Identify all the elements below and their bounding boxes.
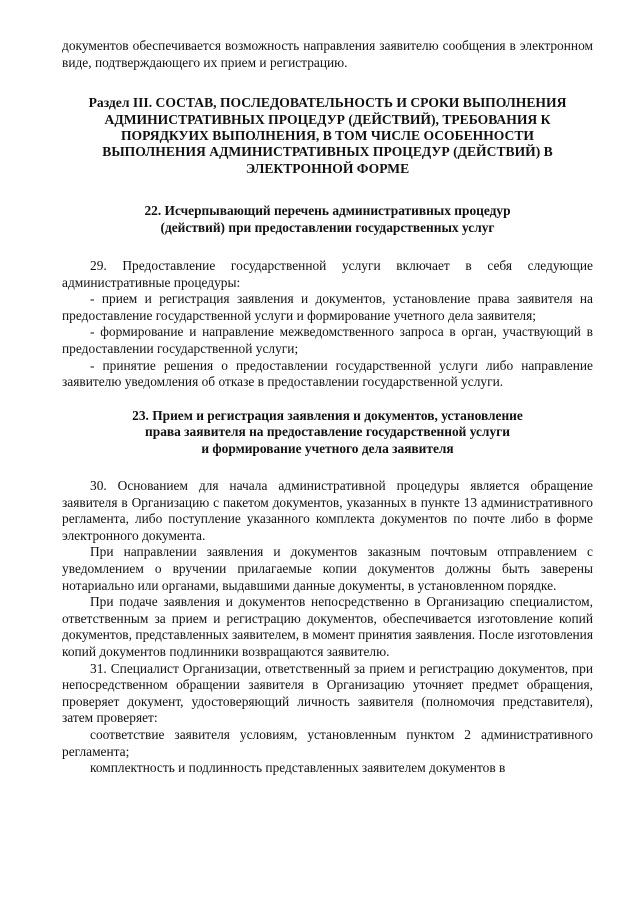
- subsection-heading-line: и формирование учетного дела заявителя: [201, 440, 454, 456]
- paragraph-postal-submission: При направлении заявления и документов заказным почтовым отправлением с уведомлением о вручении прилагаемые копии документов должны быть заверены нотариально или органами, выдавшими данные документы, в установленном порядке.: [62, 544, 593, 593]
- section-heading-line: ПОРЯДКУИХ ВЫПОЛНЕНИЯ, В ТОМ ЧИСЛЕ ОСОБЕННОСТИ: [120, 128, 534, 143]
- subsection-22-body: [62, 258, 593, 391]
- check-item-compliance: соответствие заявителя условиям, установленным пунктом 2 административного регламента;: [62, 726, 593, 759]
- subsection-heading-22: [62, 203, 593, 236]
- intro-paragraph: документов обеспечивается возможность направления заявителю сообщения в электронном виде, подтверждающего их прием и регистрацию.: [62, 38, 593, 70]
- list-item-reception: - прием и регистрация заявления и документов, установление права заявителя на предоставление государственной услуги и формирование учетного дела заявителя;: [62, 291, 593, 323]
- subsection-23-body: [62, 478, 593, 777]
- paragraph-direct-submission: При подаче заявления и документов непосредственно в Организацию специалистом, ответственным за прием и регистрацию документов, обеспечивается изготовление копий документов, представленных заявителем, в момент принятия заявления. После изготовления копий документов подлинники возвращаются заявителю.: [62, 594, 593, 659]
- section-heading-line: АДМИНИСТРАТИВНЫХ ПРОЦЕДУР (ДЕЙСТВИЙ), ТРЕБОВАНИЯ К: [104, 111, 551, 127]
- subsection-heading-line: 22. Исчерпывающий перечень административных процедур: [144, 203, 511, 219]
- paragraph-31: 31. Специалист Организации, ответственный за прием и регистрацию документов, при непосредственном обращении заявителя в Организацию уточняет предмет обращения, проверяет документ, удостоверяющий личность заявителя (полномочия представителя), затем проверяет:: [62, 660, 593, 726]
- list-item-interagency-request: - формирование и направление межведомственного запроса в орган, участвующий в предоставлении государственной услуги;: [62, 324, 593, 356]
- list-item-decision: - принятие решения о предоставлении государственной услуги либо направление заявителю уведомления об отказе в предоставлении государственной услуги.: [62, 357, 593, 390]
- section-heading-line: Раздел III. СОСТАВ, ПОСЛЕДОВАТЕЛЬНОСТЬ И СРОКИ ВЫПОЛНЕНИЯ: [88, 95, 567, 111]
- subsection-heading-line: (действий) при предоставлении государственных услуг: [160, 219, 495, 235]
- section-heading-line: ВЫПОЛНЕНИЯ АДМИНИСТРАТИВНЫХ ПРОЦЕДУР (ДЕЙСТВИЙ) В: [102, 144, 553, 160]
- section-heading-line: ЭЛЕКТРОННОЙ ФОРМЕ: [245, 160, 410, 176]
- subsection-heading-line: 23. Прием и регистрация заявления и документов, установление: [132, 407, 523, 423]
- paragraph-29: 29. Предоставление государственной услуги включает в себя следующие административные процедуры:: [62, 258, 593, 290]
- check-item-completeness: комплектность и подлинность представленных заявителем документов в: [90, 760, 506, 776]
- paragraph-30: 30. Основанием для начала административной процедуры является обращение заявителя в Организацию с пакетом документов, указанных в пункте 13 административного регламента, либо поступление указанного комплекта документов по почте либо в форме электронного документа.: [62, 478, 593, 543]
- section-heading: [62, 95, 593, 177]
- subsection-heading-23: [62, 408, 593, 457]
- subsection-heading-line: права заявителя на предоставление государственной услуги: [145, 424, 510, 440]
